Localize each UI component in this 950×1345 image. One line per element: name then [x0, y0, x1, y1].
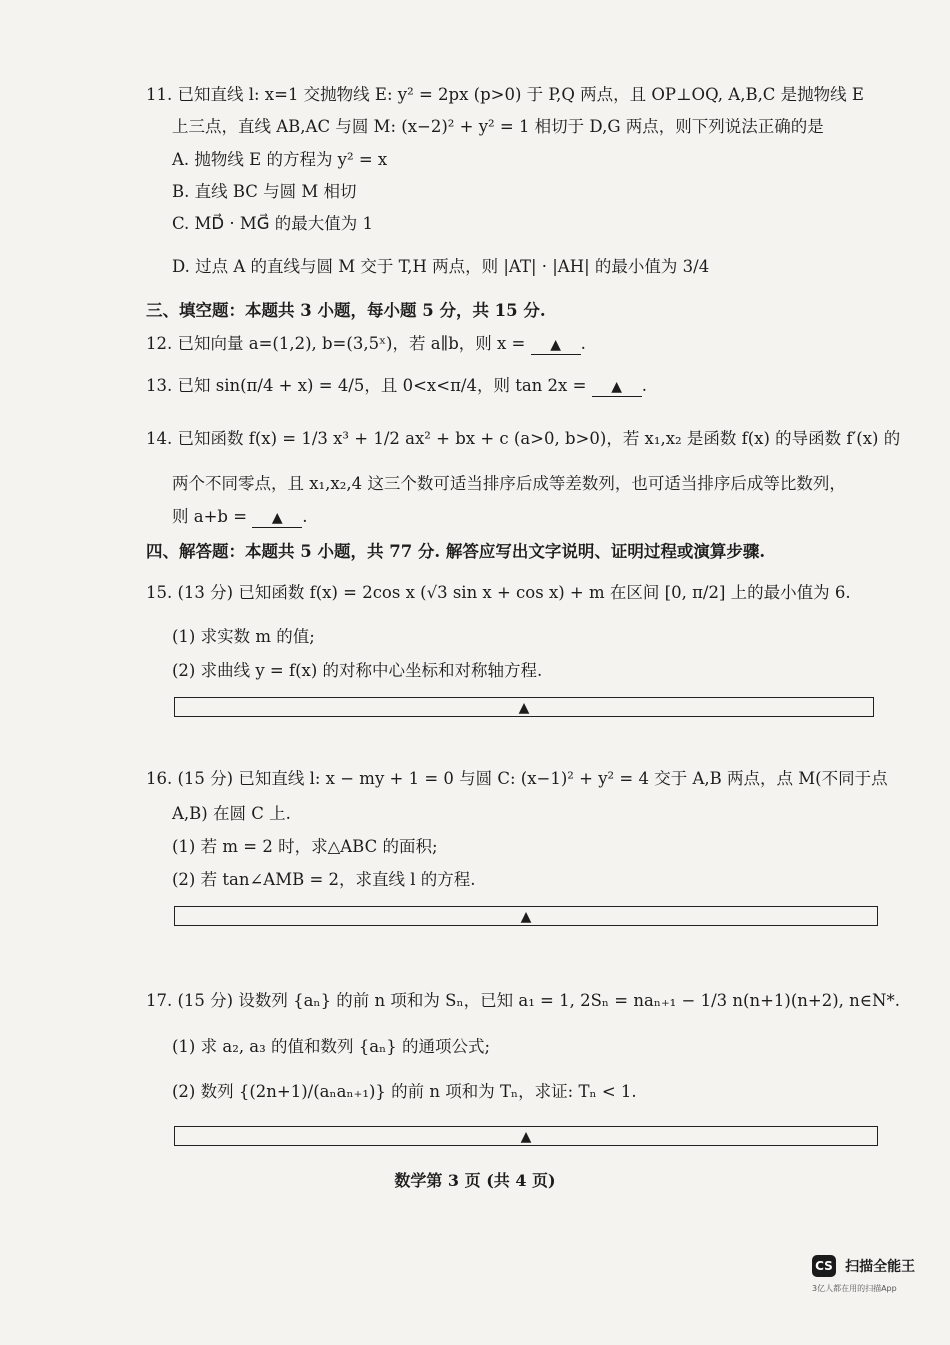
q17-part-1: (1) 求 a₂, a₃ 的值和数列 {aₙ} 的通项公式;	[172, 1037, 491, 1056]
q15-answer-box: ▲	[174, 697, 874, 717]
watermark-subtitle: 3亿人都在用的扫描App	[812, 1284, 897, 1293]
q14-text: 则 a+b =	[172, 507, 248, 526]
q17-stem: 17. (15 分) 设数列 {aₙ} 的前 n 项和为 Sₙ，已知 a₁ = 1, 2Sₙ = naₙ₊₁ − 1/3 n(n+1)(n+2), n∈N*.	[146, 991, 900, 1010]
q14-stem-line2: 两个不同零点，且 x₁,x₂,4 这三个数可适当排序后成等差数列，也可适当排序后成等比数列，	[172, 474, 846, 493]
page-footer: 数学第 3 页 (共 4 页)	[394, 1171, 556, 1190]
q12-end: .	[580, 334, 586, 353]
section-4-heading: 四、解答题：本题共 5 小题，共 77 分. 解答应写出文字说明、证明过程或演算步骤.	[146, 542, 766, 561]
q12-text: 12. 已知向量 a=(1,2), b=(3,5ˣ)，若 a∥b，则 x =	[146, 334, 526, 353]
q16-answer-box: ▲	[174, 906, 878, 926]
q11-option-b: B. 直线 BC 与圆 M 相切	[172, 182, 357, 201]
q12-stem	[146, 333, 586, 355]
q15-part-2: (2) 求曲线 y = f(x) 的对称中心坐标和对称轴方程.	[172, 661, 543, 680]
q11-stem-line1: 11. 已知直线 l: x=1 交抛物线 E: y² = 2px (p>0) 于 P,Q 两点，且 OP⊥OQ, A,B,C 是抛物线 E	[146, 85, 864, 104]
q13-text: 13. 已知 sin(π/4 + x) = 4/5，且 0<x<π/4，则 tan 2x =	[146, 376, 587, 395]
q14-end: .	[302, 507, 308, 526]
q11-option-d: D. 过点 A 的直线与圆 M 交于 T,H 两点，则 |AT| · |AH| 的最小值为 3/4	[172, 257, 710, 276]
q16-stem-line2: A,B) 在圆 C 上.	[172, 804, 291, 823]
q13-end: .	[641, 376, 647, 395]
q11-option-c: C. MD⃗ · MG⃗ 的最大值为 1	[172, 214, 374, 233]
q16-part-2: (2) 若 tan∠AMB = 2，求直线 l 的方程.	[172, 870, 476, 889]
q16-part-1: (1) 若 m = 2 时，求△ABC 的面积;	[172, 837, 438, 856]
q17-answer-box: ▲	[174, 1126, 878, 1146]
q14-stem-line1: 14. 已知函数 f(x) = 1/3 x³ + 1/2 ax² + bx + c (a>0, b>0)，若 x₁,x₂ 是函数 f(x) 的导函数 f′(x) 的	[146, 429, 901, 448]
q15-part-1: (1) 求实数 m 的值;	[172, 627, 315, 646]
q13-stem	[146, 375, 647, 397]
q13-answer-blank: ▲	[592, 378, 642, 397]
q17-part-2: (2) 数列 {(2n+1)/(aₙaₙ₊₁)} 的前 n 项和为 Tₙ，求证: Tₙ < 1.	[172, 1082, 637, 1101]
scanner-watermark	[812, 1255, 916, 1293]
section-3-heading: 三、填空题：本题共 3 小题，每小题 5 分，共 15 分.	[146, 301, 546, 320]
q15-stem: 15. (13 分) 已知函数 f(x) = 2cos x (√3 sin x + cos x) + m 在区间 [0, π/2] 上的最小值为 6.	[146, 583, 851, 602]
cs-logo-icon: CS	[812, 1255, 836, 1277]
watermark-name: 扫描全能王	[845, 1259, 916, 1275]
q16-stem-line1: 16. (15 分) 已知直线 l: x − my + 1 = 0 与圆 C: (x−1)² + y² = 4 交于 A,B 两点，点 M(不同于点	[146, 769, 888, 788]
q14-answer-blank: ▲	[252, 509, 302, 528]
q12-answer-blank: ▲	[531, 336, 581, 355]
q11-stem-line2: 上三点，直线 AB,AC 与圆 M: (x−2)² + y² = 1 相切于 D,G 两点，则下列说法正确的是	[172, 117, 824, 136]
q14-stem-line3	[172, 506, 308, 528]
q11-option-a: A. 抛物线 E 的方程为 y² = x	[172, 150, 388, 169]
